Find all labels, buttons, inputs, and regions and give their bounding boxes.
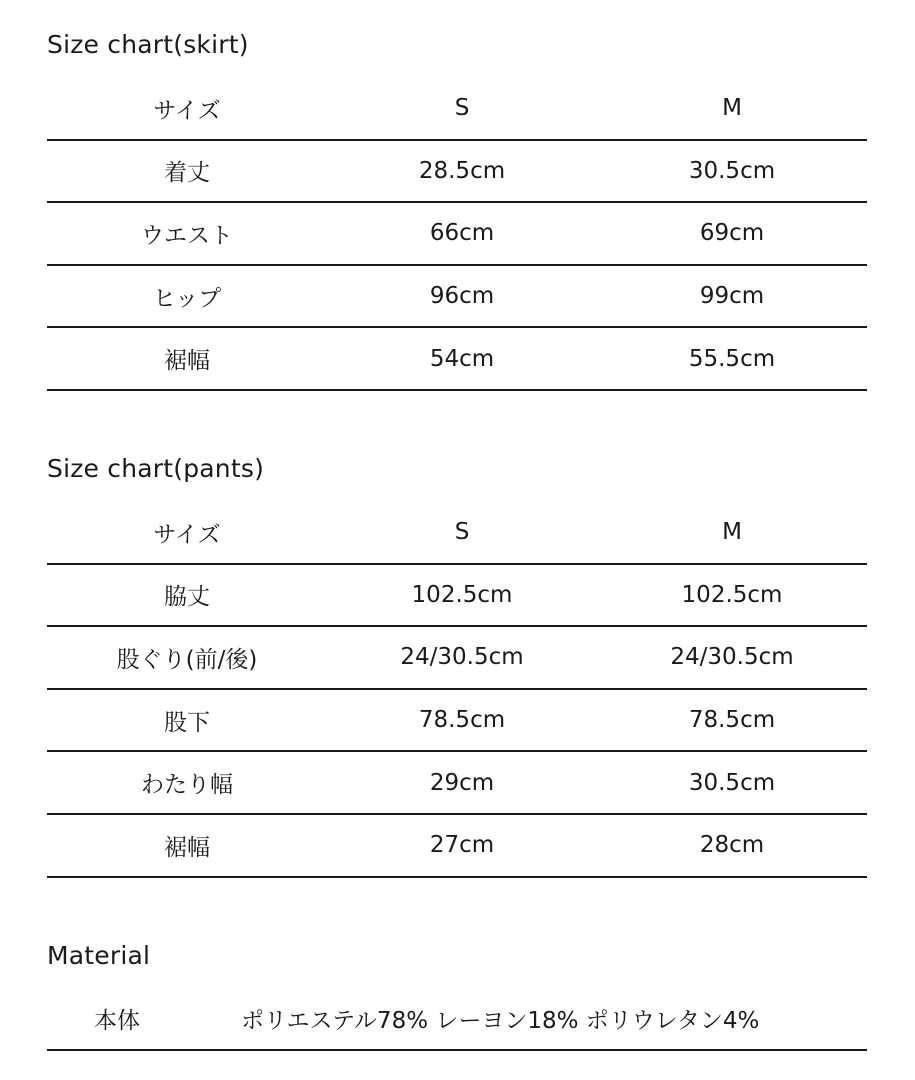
header-size-s: S [454, 519, 470, 546]
row-value-m: 24/30.5cm [670, 644, 794, 671]
row-label: 股ぐり(前/後) [116, 646, 258, 673]
material-label: 本体 [94, 1007, 140, 1034]
table-header-row [47, 502, 867, 565]
row-value-s: 54cm [429, 345, 495, 372]
row-label: 裾幅 [164, 348, 210, 375]
pants-section-title: Size chart(pants) [47, 454, 265, 483]
row-value-s: 96cm [429, 283, 495, 310]
row-value-s: 29cm [429, 769, 495, 796]
skirt-size-table [47, 78, 867, 391]
table-row [47, 328, 867, 391]
pants-size-table [47, 502, 867, 878]
row-label: わたり幅 [141, 772, 233, 799]
material-section-title: Material [47, 941, 151, 970]
table-row [47, 690, 867, 753]
row-value-s: 78.5cm [418, 707, 506, 734]
row-value-m: 55.5cm [688, 345, 776, 372]
table-row [47, 203, 867, 266]
row-value-s: 28.5cm [418, 157, 506, 184]
header-size-label: サイズ [153, 521, 221, 548]
table-header-row [47, 78, 867, 141]
row-value-m: 78.5cm [688, 707, 776, 734]
table-row [47, 141, 867, 204]
row-value-s: 102.5cm [411, 581, 513, 608]
header-size-m: M [722, 519, 742, 546]
row-value-m: 30.5cm [688, 769, 776, 796]
row-value-m: 69cm [699, 220, 765, 247]
row-value-s: 27cm [429, 832, 495, 859]
header-size-label: サイズ [153, 97, 221, 124]
row-value-s: 24/30.5cm [400, 644, 524, 671]
row-label: 脇丈 [164, 584, 210, 611]
row-label: 股下 [164, 709, 210, 736]
table-row [47, 266, 867, 329]
row-label: ヒップ [152, 285, 222, 312]
table-row [47, 752, 867, 815]
row-label: 裾幅 [164, 834, 210, 861]
skirt-section-title: Size chart(skirt) [47, 30, 249, 59]
table-row [47, 565, 867, 628]
row-label: 着丈 [164, 160, 210, 187]
row-label: ウエスト [141, 222, 233, 249]
row-value-m: 28cm [699, 832, 765, 859]
table-row [47, 815, 867, 878]
row-value-m: 102.5cm [681, 581, 783, 608]
table-row [47, 627, 867, 690]
material-value: ポリエステル78% レーヨン18% ポリウレタン4% [241, 1007, 760, 1034]
header-size-s: S [454, 95, 470, 122]
material-row [47, 987, 867, 1051]
row-value-m: 30.5cm [688, 157, 776, 184]
header-size-m: M [722, 95, 742, 122]
row-value-m: 99cm [699, 283, 765, 310]
row-value-s: 66cm [429, 220, 495, 247]
